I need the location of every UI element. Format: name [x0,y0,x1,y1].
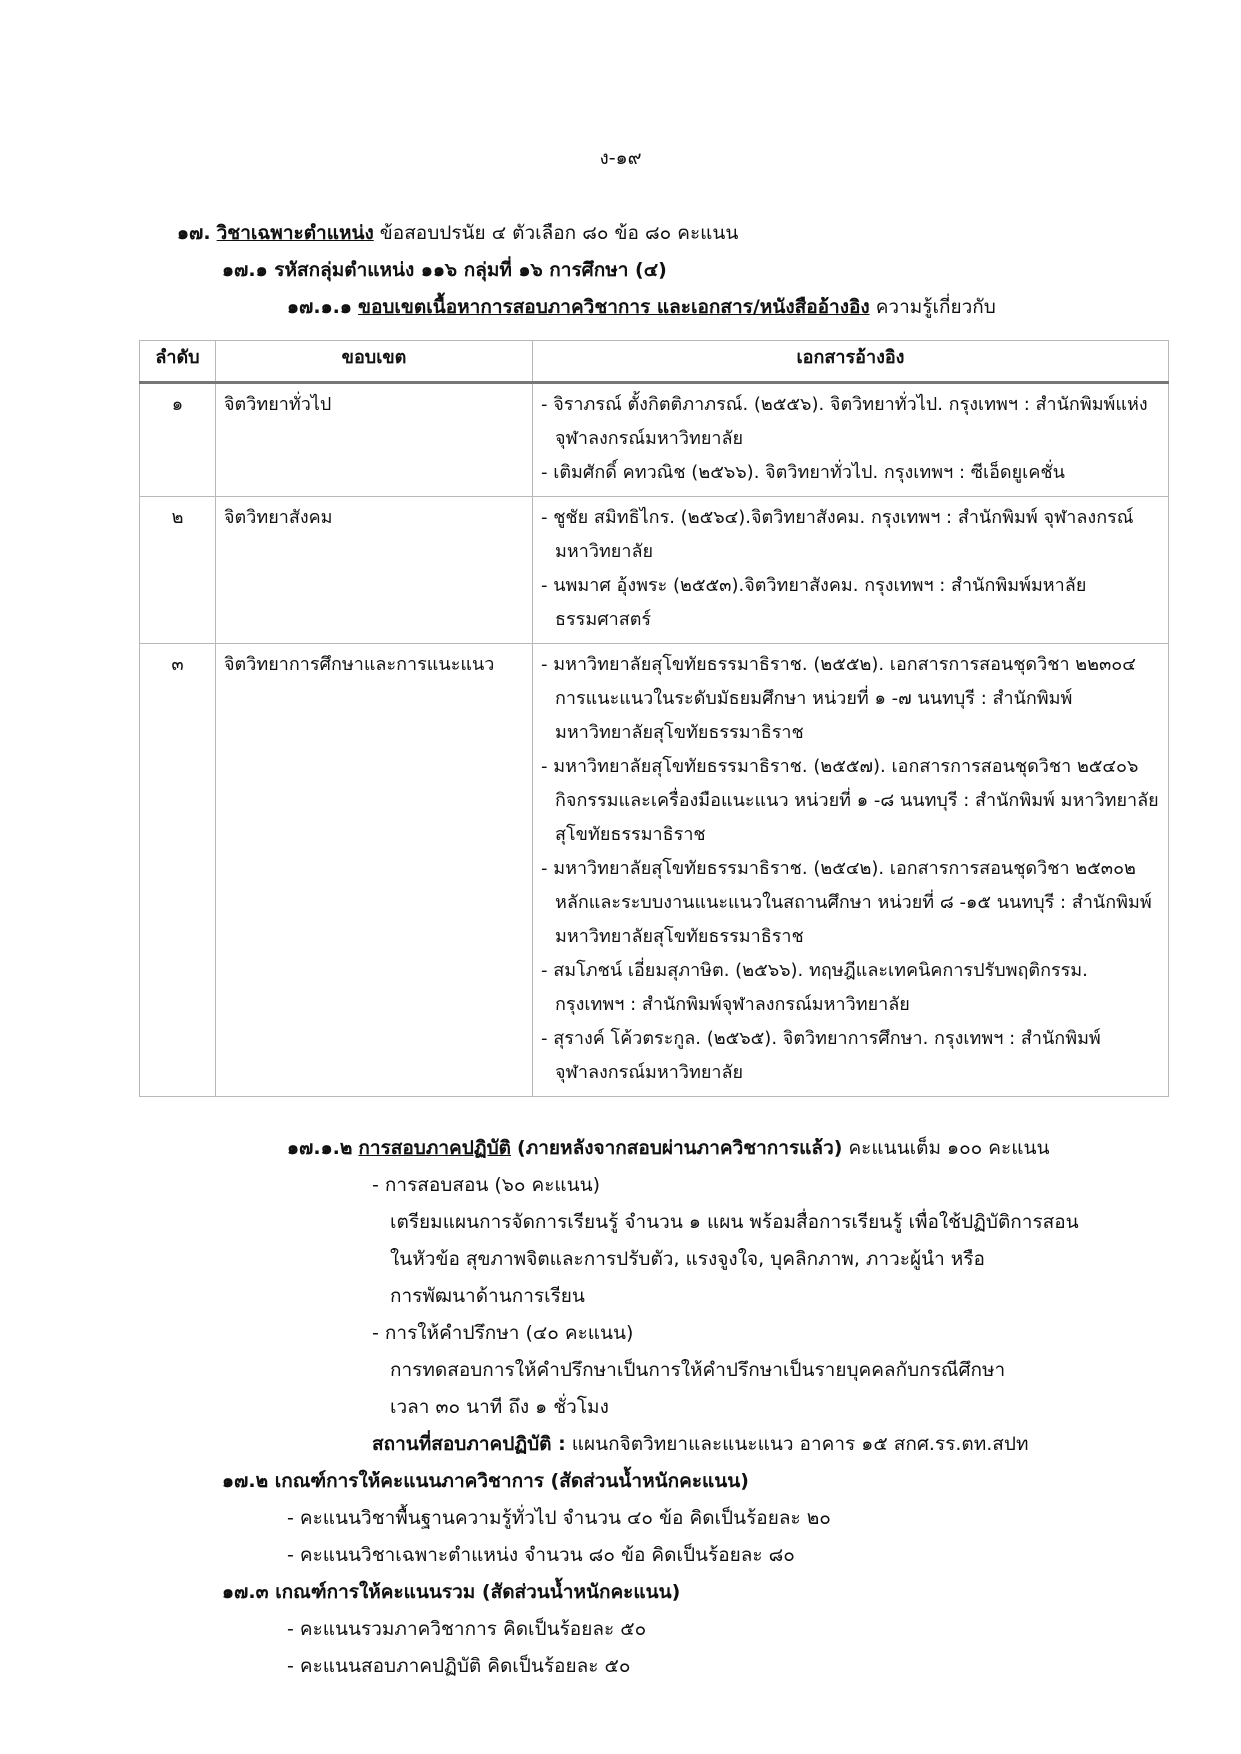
header-order: ลำดับ [140,341,216,383]
section-17-title: วิชาเฉพาะตำแหน่ง [216,222,374,244]
teaching-exam-line: ในหัวข้อ สุขภาพจิตและการปรับตัว, แรงจูงใจ, บุคลิกภาพ, ภาวะผู้นำ หรือ [390,1248,985,1270]
reference-item: - มหาวิทยาลัยสุโขทัยธรรมาธิราช. (๒๕๕๒). เอกสารการสอนชุดวิชา ๒๒๓๐๔ การแนะแนวในระดับมัธยมศึกษา หน่วยที่ ๑ -๗ นนทบุรี : สำนักพิมพ์ มหาวิทยาลัยสุโขทัยธรรมาธิราช [541,654,1136,743]
exam-location-value: แผนกจิตวิทยาและแนะแนว อาคาร ๑๕ สกศ.รร.ตท.สปท [571,1433,1029,1455]
reference-item: - สมโภชน์ เอี่ยมสุภาษิต. (๒๕๖๖). ทฤษฎีและเทคนิคการปรับพฤติกรรม. กรุงเทพฯ : สำนักพิมพ์จุฬาลงกรณ์มหาวิทยาลัย [541,960,1088,1015]
section-17-1-2-title-rest: (ภายหลังจากสอบผ่านภาควิชาการแล้ว) [517,1137,843,1159]
reference-item: - ชูชัย สมิทธิไกร. (๒๕๖๔).จิตวิทยาสังคม. กรุงเทพฯ : สำนักพิมพ์ จุฬาลงกรณ์มหาวิทยาลัย [541,507,1134,562]
row-references [533,644,1169,1097]
reference-item: - สุรางค์ โค้วตระกูล. (๒๕๖๕). จิตวิทยาการศึกษา. กรุงเทพฯ : สำนักพิมพ์ จุฬาลงกรณ์มหาวิทยาลัย [541,1028,1101,1083]
section-17-2-heading [222,1466,749,1496]
list-item: - คะแนนวิชาพื้นฐานความรู้ทั่วไป จำนวน ๔๐ ข้อ คิดเป็นร้อยละ ๒๐ [287,1507,831,1529]
reference-item: - นพมาศ อุ้งพระ (๒๕๕๓).จิตวิทยาสังคม. กรุงเทพฯ : สำนักพิมพ์มหาลัย ธรรมศาสตร์ [541,575,1087,630]
reference-item: - จิราภรณ์ ตั้งกิตติภาภรณ์. (๒๕๕๖). จิตวิทยาทั่วไป. กรุงเทพฯ : สำนักพิมพ์แห่ง จุฬาลงกรณ์มหาวิทยาลัย [541,394,1148,449]
row-number: ๒ [140,497,216,644]
row-scope: จิตวิทยาสังคม [216,497,533,644]
list-item: - คะแนนรวมภาควิชาการ คิดเป็นร้อยละ ๕๐ [287,1618,647,1640]
row-scope: จิตวิทยาทั่วไป [216,383,533,497]
section-17-desc: ข้อสอบปรนัย ๔ ตัวเลือก ๘๐ ข้อ ๘๐ คะแนน [379,222,739,244]
section-17-1-1-heading [287,292,996,322]
list-item: - คะแนนวิชาเฉพาะตำแหน่ง จำนวน ๘๐ ข้อ คิดเป็นร้อยละ ๘๐ [287,1544,795,1566]
teaching-exam-heading: - การสอบสอน (๖๐ คะแนน) [372,1174,601,1196]
teaching-exam-line: เตรียมแผนการจัดการเรียนรู้ จำนวน ๑ แผน พร้อมสื่อการเรียนรู้ เพื่อใช้ปฏิบัติการสอน [390,1211,1079,1233]
section-17-1-2-number: ๑๗.๑.๒ [287,1137,353,1159]
table-row [140,644,1169,1097]
section-17-number: ๑๗. [177,222,211,244]
section-17-3-heading [222,1577,680,1607]
section-17-2-title: เกณฑ์การให้คะแนนภาควิชาการ (สัดส่วนน้ำหนักคะแนน) [274,1470,749,1492]
counseling-exam-line: เวลา ๓๐ นาที ถึง ๑ ชั่วโมง [390,1396,609,1418]
section-17-1-1-number: ๑๗.๑.๑ [287,296,352,318]
row-scope: จิตวิทยาการศึกษาและการแนะแนว [216,644,533,1097]
section-17-2-number: ๑๗.๒ [222,1470,269,1492]
counseling-exam-line: การทดสอบการให้คำปรึกษาเป็นการให้คำปรึกษาเป็นรายบุคคลกับกรณีศึกษา [390,1359,1006,1381]
reference-item: - เติมศักดิ์ คทวณิช (๒๕๖๖). จิตวิทยาทั่วไป. กรุงเทพฯ : ซีเอ็ดยูเคชั่น [541,462,1065,483]
section-17-1-title: รหัสกลุ่มตำแหน่ง ๑๑๖ กลุ่มที่ ๑๖ การศึกษา (๔) [274,259,667,281]
row-references [533,383,1169,497]
row-number: ๓ [140,644,216,1097]
header-scope: ขอบเขต [216,341,533,383]
table-row [140,497,1169,644]
teaching-exam-line: การพัฒนาด้านการเรียน [390,1285,585,1307]
section-17-1-1-suffix: ความรู้เกี่ยวกับ [875,296,996,318]
exam-location [372,1429,1028,1459]
reference-item: - มหาวิทยาลัยสุโขทัยธรรมาธิราช. (๒๕๔๒). เอกสารการสอนชุดวิชา ๒๕๓๐๒ หลักและระบบงานแนะแนวในสถานศึกษา หน่วยที่ ๘ -๑๕ นนทบุรี : สำนักพิมพ์ มหาวิทยาลัยสุโขทัยธรรมาธิราช [541,858,1152,947]
section-17-1-2-heading [287,1133,1049,1163]
section-17-1-2-title: การสอบภาคปฏิบัติ [358,1137,511,1159]
section-17-3-number: ๑๗.๓ [222,1581,269,1603]
section-17-1-number: ๑๗.๑ [222,259,268,281]
table-row [140,383,1169,497]
reference-table [139,340,1169,1097]
list-item: - คะแนนสอบภาคปฏิบัติ คิดเป็นร้อยละ ๕๐ [287,1655,631,1677]
section-17-1-1-title: ขอบเขตเนื้อหาการสอบภาควิชาการ และเอกสาร/หนังสืออ้างอิง [357,296,870,318]
header-references: เอกสารอ้างอิง [533,341,1169,383]
table-header-row [140,341,1169,383]
counseling-exam-heading: - การให้คำปรึกษา (๔๐ คะแนน) [372,1322,634,1344]
section-17-heading [177,218,738,248]
page-number: ง-๑๙ [599,147,642,169]
row-number: ๑ [140,383,216,497]
section-17-3-title: เกณฑ์การให้คะแนนรวม (สัดส่วนน้ำหนักคะแนน) [275,1581,681,1603]
row-references [533,497,1169,644]
reference-item: - มหาวิทยาลัยสุโขทัยธรรมาธิราช. (๒๕๕๗). เอกสารการสอนชุดวิชา ๒๕๔๐๖ กิจกรรมและเครื่องมือแนะแนว หน่วยที่ ๑ -๘ นนทบุรี : สำนักพิมพ์ มหาวิทยาลัยสุโขทัยธรรมาธิราช [541,756,1159,845]
section-17-1-heading [222,255,667,285]
exam-location-label: สถานที่สอบภาคปฏิบัติ : [372,1433,566,1455]
section-17-1-2-suffix: คะแนนเต็ม ๑๐๐ คะแนน [848,1137,1050,1159]
